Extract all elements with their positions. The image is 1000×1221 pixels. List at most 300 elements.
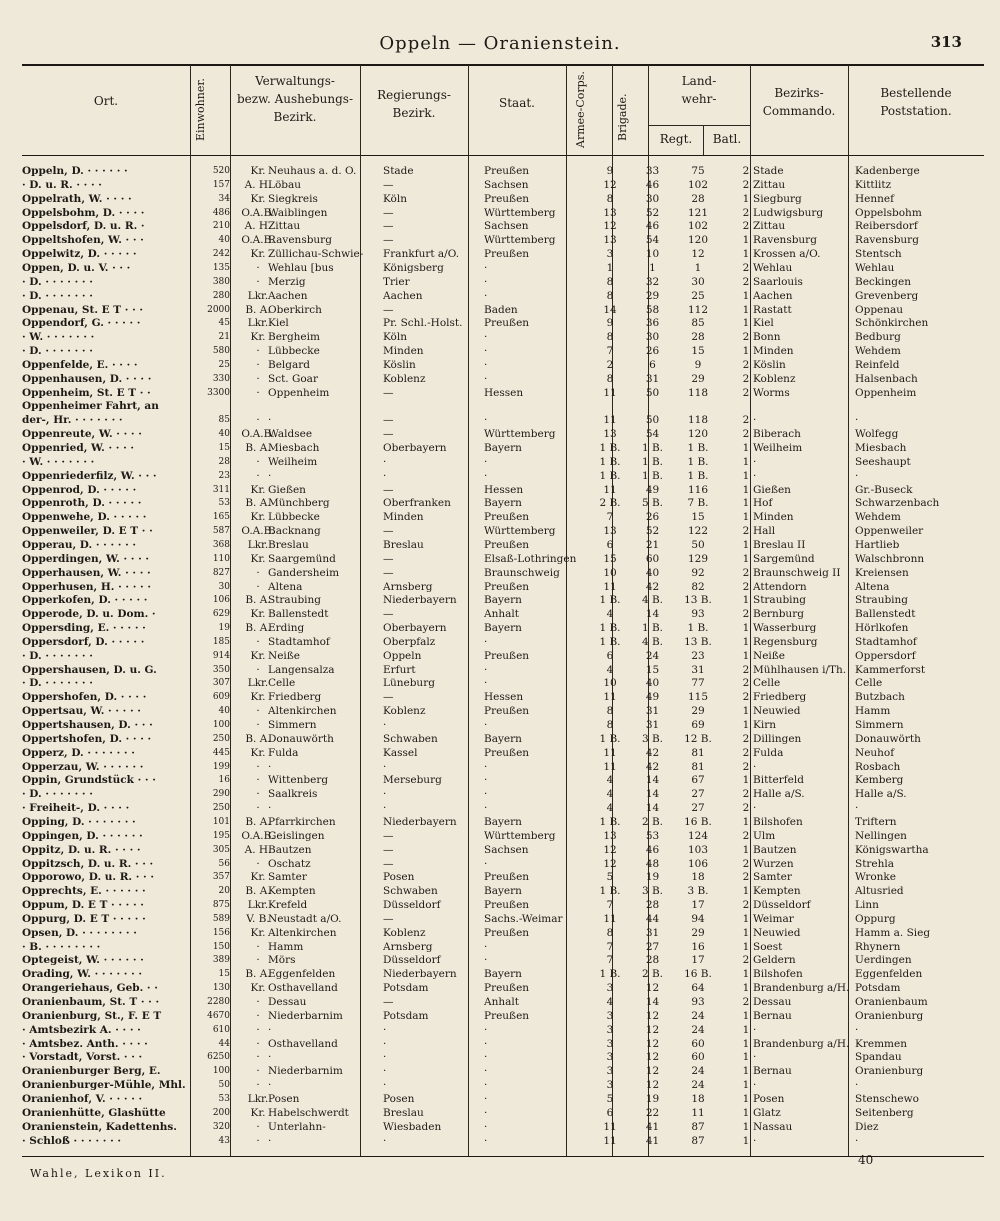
cell-brigade: 14 [645, 788, 660, 801]
cell-verwaltung-bezirk: · [268, 760, 272, 773]
cell-einwohner: 185 [212, 636, 230, 647]
cell-bezirkskommando: · [753, 760, 757, 773]
cell-armeecorps: 7 [606, 954, 614, 967]
cell-ort: · D. u. R. · · · · [22, 178, 102, 191]
cell-poststation: Wehdem [855, 345, 901, 358]
cell-brigade: 33 [645, 165, 660, 177]
cell-regierung: Oberpfalz [383, 635, 436, 648]
cell-armeecorps: 13 [603, 206, 617, 219]
cell-bataillon: 1 [742, 1092, 750, 1105]
cell-bataillon: 1 [742, 289, 750, 302]
cell-einwohner: 875 [212, 900, 230, 911]
cell-verwaltung-bezirk: Neuhaus a. d. O. [268, 165, 357, 177]
cell-staat: Baden [484, 303, 518, 316]
cell-poststation: · [855, 469, 859, 482]
cell-bezirkskommando: · [753, 414, 757, 427]
cell-regierung: — [383, 608, 394, 621]
cell-bezirkskommando: Posen [753, 1092, 785, 1105]
cell-verwaltung-kind: · [256, 580, 260, 593]
cell-regierung: — [383, 178, 394, 191]
cell-bezirkskommando: Zittau [753, 220, 786, 233]
cell-verwaltung-kind: O.A.B. [241, 829, 275, 842]
cell-regiment: 30 [691, 275, 705, 288]
cell-verwaltung-kind: Kr. [250, 511, 266, 524]
cell-armeecorps: 3 [606, 1037, 614, 1050]
cell-brigade: 19 [645, 1092, 660, 1105]
cell-regiment: 118 [687, 414, 709, 427]
cell-regierung: Trier [383, 275, 410, 288]
cell-regiment: 12 [691, 248, 705, 261]
cell-regiment: 12 B. [684, 732, 712, 745]
cell-regiment: 85 [691, 317, 705, 330]
cell-poststation: Rhynern [855, 940, 901, 953]
cell-einwohner: 445 [212, 747, 230, 758]
cell-armeecorps: 1 B. [599, 455, 621, 468]
cell-armeecorps: 7 [606, 345, 614, 358]
cell-bataillon: 1 [742, 455, 750, 468]
cell-brigade: 19 [645, 871, 660, 884]
cell-verwaltung-kind: B. A. [245, 732, 271, 745]
cell-poststation: Grevenberg [855, 289, 919, 302]
cell-verwaltung-kind: · [256, 940, 260, 953]
cell-verwaltung-bezirk: Waldsee [268, 428, 313, 441]
cell-bezirkskommando: Wehlau [753, 261, 793, 274]
cell-ort: Oranienstein, Kadettenhs. [22, 1120, 177, 1133]
cell-einwohner: 19 [218, 623, 230, 634]
cell-einwohner: 311 [212, 484, 230, 495]
cell-bezirkskommando: · [753, 802, 757, 815]
cell-poststation: Spandau [855, 1051, 902, 1064]
cell-bezirkskommando: Attendorn [753, 580, 807, 593]
cell-ort: Oppenrod, D. · · · · · [22, 483, 137, 496]
cell-regiment: 31 [691, 663, 705, 676]
cell-poststation: Reibersdorf [855, 220, 918, 233]
cell-verwaltung-bezirk: Gießen [268, 483, 306, 496]
cell-regiment: 75 [691, 165, 705, 177]
cell-staat: · [484, 414, 488, 427]
cell-verwaltung-bezirk: Erding [268, 622, 305, 635]
cell-bataillon: 1 [742, 497, 750, 510]
cell-bezirkskommando: Neiße [753, 649, 785, 662]
cell-bataillon: 1 [742, 1079, 750, 1092]
cell-verwaltung-bezirk: Oschatz [268, 857, 311, 870]
header-regierung: Regierungs- Bezirk. [377, 88, 451, 120]
cell-verwaltung-kind: A. H. [244, 220, 272, 233]
header-batl: Batl. [712, 132, 742, 146]
cell-armeecorps: 5 [606, 871, 614, 884]
cell-bezirkskommando: · [753, 1134, 757, 1147]
cell-bezirkskommando: Fulda [753, 746, 784, 759]
cell-bataillon: 2 [742, 746, 750, 759]
cell-verwaltung-kind: Kr. [250, 608, 266, 621]
cell-poststation: Stentsch [855, 248, 902, 261]
cell-armeecorps: 13 [603, 234, 617, 247]
cell-ort: Oppertshofen, D. · · · · [22, 732, 152, 745]
cell-bezirkskommando: Bernburg [753, 608, 804, 621]
cell-ort: Oppenweiler, D. E T · · [22, 525, 153, 538]
cell-poststation: Wehdem [855, 511, 901, 524]
cell-verwaltung-bezirk: · [268, 414, 272, 427]
cell-verwaltung-bezirk: Saargemünd [268, 552, 336, 565]
cell-bataillon: 1 [742, 635, 750, 648]
cell-regierung: Koblenz [383, 705, 426, 718]
cell-ort: Oppeltshofen, W. · · · [22, 234, 144, 247]
cell-brigade: 40 [645, 677, 660, 690]
cell-regiment: 13 B. [684, 594, 712, 607]
cell-bataillon: 1 [742, 483, 750, 496]
cell-verwaltung-bezirk: Zittau [268, 220, 301, 233]
cell-regiment: 120 [687, 234, 709, 247]
cell-verwaltung-bezirk: Altena [268, 580, 303, 593]
cell-einwohner: 2280 [207, 997, 230, 1007]
cell-regierung: — [383, 483, 394, 496]
cell-verwaltung-kind: Kr. [250, 1106, 266, 1119]
cell-verwaltung-kind: · [256, 1023, 260, 1036]
cell-bataillon: 1 [742, 622, 750, 635]
cell-regiment: 23 [691, 649, 705, 662]
cell-poststation: Neuhof [855, 746, 895, 759]
cell-staat: Hessen [484, 386, 524, 399]
cell-armeecorps: 1 B. [599, 885, 621, 898]
cell-bataillon: 1 [742, 442, 750, 454]
cell-regiment: 17 [691, 954, 705, 967]
cell-staat: Preußen [484, 538, 530, 551]
cell-verwaltung-kind: A. H. [244, 843, 272, 856]
cell-armeecorps: 10 [603, 677, 617, 690]
cell-regierung: — [383, 566, 394, 579]
cell-brigade: 12 [645, 1065, 660, 1078]
cell-verwaltung-kind: · [256, 802, 260, 815]
cell-bataillon: 1 [742, 1023, 750, 1036]
cell-ort: Oppurg, D. E T · · · · · [22, 912, 146, 925]
cell-armeecorps: 9 [606, 165, 614, 177]
cell-armeecorps: 8 [606, 372, 614, 385]
cell-bataillon: 1 [742, 968, 750, 981]
cell-armeecorps: 11 [603, 1120, 617, 1133]
cell-bezirkskommando: Glatz [753, 1106, 781, 1119]
cell-verwaltung-kind: Kr. [250, 483, 266, 496]
cell-verwaltung-bezirk: Pfarrkirchen [268, 815, 336, 828]
cell-verwaltung-bezirk: Donauwörth [268, 732, 334, 745]
cell-poststation: Ravensburg [855, 234, 919, 247]
cell-poststation: · [855, 1079, 859, 1092]
cell-verwaltung-bezirk: Osthavelland [268, 982, 338, 995]
cell-armeecorps: 1 B. [599, 815, 621, 828]
cell-brigade: 1 B. [641, 622, 664, 635]
cell-bezirkskommando: Friedberg [753, 691, 807, 704]
cell-regiment: 3 B. [687, 885, 709, 898]
cell-regierung: Wiesbaden [383, 1120, 442, 1133]
cell-poststation: Oppersdorf [855, 649, 916, 662]
cell-bezirkskommando: Rastatt [753, 303, 792, 316]
cell-brigade: 50 [645, 386, 660, 399]
cell-verwaltung-kind: Kr. [250, 982, 266, 995]
cell-staat: · [484, 940, 488, 953]
cell-staat: Elsaß-Lothringen [484, 552, 577, 565]
cell-einwohner: 44 [218, 1038, 230, 1049]
cell-ort: Oppelsbohm, D. · · · · [22, 206, 145, 219]
cell-brigade: 49 [645, 483, 660, 496]
cell-verwaltung-bezirk: Mörs [268, 954, 296, 967]
cell-einwohner: 21 [218, 332, 230, 343]
cell-brigade: 36 [645, 317, 660, 330]
page-title: Oppeln — Oranienstein. [379, 33, 621, 54]
cell-einwohner: 307 [212, 678, 230, 689]
cell-brigade: 31 [645, 705, 660, 718]
cell-regiment: 13 B. [684, 635, 712, 648]
cell-bataillon: 2 [742, 178, 750, 191]
cell-brigade: 52 [645, 206, 660, 219]
cell-brigade: 58 [645, 303, 660, 316]
cell-verwaltung-kind: B. A. [245, 594, 271, 607]
cell-verwaltung-kind: Lkr. [247, 289, 269, 302]
cell-regiment: 50 [691, 538, 705, 551]
cell-regierung: Niederbayern [383, 968, 457, 981]
cell-regierung: Stade [383, 165, 414, 177]
cell-staat: Bayern [484, 885, 522, 898]
cell-ort: Oppershausen, D. u. G. [22, 663, 157, 676]
cell-brigade: 2 B. [641, 968, 664, 981]
cell-bezirkskommando: Worms [753, 386, 790, 399]
cell-brigade: 46 [645, 843, 660, 856]
cell-bezirkskommando: Minden [753, 511, 794, 524]
cell-staat: · [484, 774, 488, 787]
cell-bataillon: 2 [742, 732, 750, 745]
cell-verwaltung-kind: Lkr. [247, 899, 269, 912]
cell-verwaltung-bezirk: Lübbecke [268, 345, 320, 358]
cell-poststation: Wehlau [855, 261, 895, 274]
cell-regierung: Niederbayern [383, 594, 457, 607]
cell-verwaltung-bezirk: Kiel [268, 317, 289, 330]
cell-bataillon: 1 [742, 1051, 750, 1064]
cell-armeecorps: 4 [606, 802, 614, 815]
header-regt: Regt. [659, 132, 693, 146]
cell-poststation: Halsenbach [855, 372, 918, 385]
cell-regiment: 93 [691, 608, 705, 621]
cell-ort: · Amtsbez. Anth. · · · · [22, 1037, 148, 1050]
cell-regierung: — [383, 234, 394, 247]
cell-verwaltung-bezirk: Simmern [268, 719, 317, 731]
cell-regiment: 102 [687, 220, 709, 233]
cell-armeecorps: 8 [606, 275, 614, 288]
cell-einwohner: 30 [218, 581, 230, 592]
cell-staat: Bayern [484, 732, 522, 745]
cell-bataillon: 1 [742, 1009, 750, 1022]
cell-staat: · [484, 1037, 488, 1050]
cell-regiment: 29 [691, 926, 705, 939]
cell-brigade: 12 [645, 1023, 660, 1036]
cell-staat: · [484, 635, 488, 648]
cell-verwaltung-bezirk: Dessau [268, 996, 307, 1008]
cell-regiment: 1 [694, 261, 702, 274]
cell-staat: Württemberg [484, 206, 556, 219]
cell-armeecorps: 3 [606, 982, 614, 995]
cell-verwaltung-bezirk: Gandersheim [268, 566, 340, 579]
cell-verwaltung-kind: · [256, 1037, 260, 1050]
cell-staat: Preußen [484, 248, 530, 261]
cell-einwohner: 25 [218, 359, 230, 370]
cell-verwaltung-bezirk: Waiblingen [268, 206, 328, 219]
cell-regierung: · [383, 760, 387, 773]
cell-einwohner: 827 [212, 567, 230, 578]
cell-armeecorps: 5 [606, 1092, 614, 1105]
cell-regiment: 9 [694, 358, 702, 371]
cell-ort: Oppingen, D. · · · · · · [22, 829, 143, 842]
cell-bezirkskommando: · [753, 455, 757, 468]
cell-regierung: Oberbayern [383, 442, 447, 454]
cell-armeecorps: 4 [606, 774, 614, 787]
cell-armeecorps: 8 [606, 192, 614, 205]
cell-staat: · [484, 469, 488, 482]
cell-bezirkskommando: Kirn [753, 719, 776, 731]
cell-regierung: Niederbayern [383, 815, 457, 828]
cell-armeecorps: 9 [606, 317, 614, 330]
cell-staat: · [484, 1106, 488, 1119]
cell-verwaltung-bezirk: Neustadt a/O. [268, 912, 342, 925]
cell-regiment: 103 [687, 843, 709, 856]
cell-brigade: 2 B. [641, 815, 664, 828]
cell-verwaltung-bezirk: Löbau [268, 178, 302, 191]
cell-ort: · D. · · · · · · · [22, 275, 93, 288]
cell-regierung: · [383, 1037, 387, 1050]
cell-armeecorps: 8 [606, 719, 614, 731]
cell-staat: · [484, 802, 488, 815]
cell-armeecorps: 11 [603, 760, 617, 773]
cell-verwaltung-bezirk: Hamm [268, 940, 304, 953]
header-brigade: Brigade. [616, 93, 629, 141]
cell-armeecorps: 3 [606, 1065, 614, 1078]
cell-poststation: Seitenberg [855, 1106, 914, 1119]
cell-poststation: Kemberg [855, 774, 904, 787]
cell-bataillon: 2 [742, 414, 750, 427]
cell-einwohner: 280 [212, 290, 230, 301]
cell-staat: Preußen [484, 165, 530, 177]
cell-staat: Württemberg [484, 428, 556, 441]
cell-einwohner: 587 [212, 526, 230, 537]
cell-poststation: Altusried [855, 885, 904, 898]
cell-regiment: 82 [691, 580, 705, 593]
cell-poststation: Stenschewo [855, 1092, 919, 1105]
cell-regierung: · [383, 1065, 387, 1078]
cell-einwohner: 357 [212, 872, 230, 883]
cell-bezirkskommando: Bernau [753, 1009, 792, 1022]
cell-poststation: Straubing [855, 594, 909, 607]
cell-staat: Württemberg [484, 234, 556, 247]
cell-bataillon: 2 [742, 386, 750, 399]
cell-brigade: 46 [645, 178, 660, 191]
cell-brigade: 15 [645, 663, 660, 676]
cell-einwohner: 165 [212, 512, 230, 523]
cell-bataillon: 1 [742, 940, 750, 953]
cell-einwohner: 16 [218, 775, 230, 786]
cell-brigade: 31 [645, 719, 660, 731]
cell-verwaltung-kind: · [256, 954, 260, 967]
cell-brigade: 54 [645, 234, 660, 247]
cell-poststation: Wolfegg [855, 428, 899, 441]
cell-ort: Oppenreute, W. · · · · [22, 428, 142, 441]
cell-staat: · [484, 289, 488, 302]
cell-bataillon: 1 [742, 234, 750, 247]
cell-regiment: 121 [687, 206, 709, 219]
cell-verwaltung-bezirk: Aachen [268, 289, 308, 302]
cell-staat: · [484, 1092, 488, 1105]
cell-regiment: 24 [691, 1065, 705, 1078]
cell-armeecorps: 1 [606, 261, 614, 274]
cell-bataillon: 1 [742, 192, 750, 205]
cell-bataillon: 2 [742, 608, 750, 621]
cell-ort: Opporowo, D. u. R. · · · [22, 871, 155, 884]
cell-verwaltung-kind: B. A. [245, 885, 271, 898]
cell-verwaltung-kind: Kr. [250, 871, 266, 884]
cell-bezirkskommando: Weimar [753, 912, 794, 925]
cell-verwaltung-bezirk: Ravensburg [268, 234, 332, 247]
cell-bataillon: 1 [742, 719, 750, 731]
cell-bezirkskommando: Nassau [753, 1120, 793, 1133]
cell-einwohner: 210 [212, 221, 230, 232]
cell-poststation: Oppurg [855, 912, 896, 925]
cell-verwaltung-bezirk: Friedberg [268, 691, 322, 704]
cell-bataillon: 2 [742, 829, 750, 842]
cell-poststation: Gr.-Buseck [855, 483, 913, 496]
cell-regierung: Schwaben [383, 732, 438, 745]
cell-ort: · B. · · · · · · · · [22, 940, 101, 953]
cell-staat: Preußen [484, 511, 530, 524]
cell-ort: Oppertsau, W. · · · · · [22, 705, 141, 718]
cell-ort: Oranienburg, St., F. E T [22, 1009, 162, 1022]
cell-poststation: Kreiensen [855, 566, 909, 579]
cell-ort: Oppertshausen, D. · · · [22, 719, 153, 731]
cell-verwaltung-kind: · [256, 1009, 260, 1022]
cell-brigade: 3 B. [641, 885, 664, 898]
cell-bataillon: 1 [742, 885, 750, 898]
cell-poststation: · [855, 802, 859, 815]
cell-bataillon: 1 [742, 912, 750, 925]
cell-brigade: 21 [645, 538, 660, 551]
cell-verwaltung-bezirk: Oberkirch [268, 303, 322, 316]
cell-regiment: 81 [691, 760, 705, 773]
cell-bezirkskommando: Stade [753, 165, 784, 177]
cell-regiment: 106 [687, 857, 709, 870]
cell-ort: Oppersdorf, D. · · · · · [22, 635, 145, 648]
cell-bezirkskommando: Weilheim [753, 442, 803, 454]
cell-verwaltung-bezirk: Wehlau [bus [268, 261, 334, 274]
cell-einwohner: 40 [218, 706, 230, 717]
cell-einwohner: 290 [212, 789, 230, 800]
cell-bataillon: 1 [742, 843, 750, 856]
cell-verwaltung-kind: Lkr. [247, 538, 269, 551]
cell-brigade: 30 [645, 331, 660, 344]
cell-einwohner: 629 [212, 609, 230, 620]
cell-armeecorps: 7 [606, 940, 614, 953]
cell-staat: · [484, 358, 488, 371]
cell-verwaltung-kind: Lkr. [247, 317, 269, 330]
cell-poststation: Schwarzenbach [855, 497, 940, 510]
cell-verwaltung-kind: · [256, 275, 260, 288]
cell-ort: Orading, W. · · · · · · · [22, 968, 143, 981]
cell-einwohner: 195 [212, 830, 230, 841]
cell-bezirkskommando: Biberach [753, 428, 801, 441]
cell-bezirkskommando: Düsseldorf [753, 899, 811, 912]
cell-regierung: Koblenz [383, 926, 426, 939]
cell-verwaltung-kind: Kr. [250, 248, 266, 261]
table-bottom-rule [22, 1156, 984, 1157]
cell-staat: Preußen [484, 1009, 530, 1022]
cell-regiment: 18 [691, 1092, 705, 1105]
cell-einwohner: 589 [212, 913, 230, 924]
cell-poststation: Eggenfelden [855, 968, 923, 981]
cell-armeecorps: 3 [606, 1079, 614, 1092]
cell-ort: Oppenriederfilz, W. · · · [22, 469, 157, 482]
